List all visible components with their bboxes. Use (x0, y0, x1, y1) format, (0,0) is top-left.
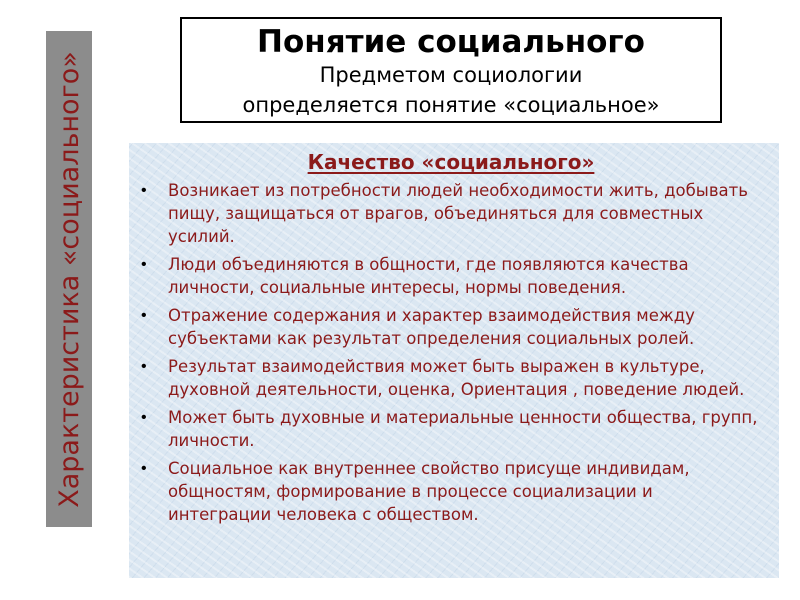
list-item-text: Отражение содержания и характер взаимодействия между субъектами как результат определения социальных ролей. (168, 306, 695, 348)
list-item (141, 355, 761, 401)
list-item-text: Возникает из потребности людей необходимости жить, добывать пищу, защищаться от врагов, объединяться для совместных усилий. (168, 181, 749, 246)
content-heading: Качество «социального» (307, 150, 595, 174)
sidebar-banner (46, 31, 92, 527)
list-item (141, 179, 761, 248)
bullet-icon: • (141, 358, 147, 375)
list-item (141, 253, 761, 299)
slide-title: Понятие социального (257, 24, 645, 60)
slide-subtitle-line-2: определяется понятие «социальное» (242, 93, 660, 117)
list-item (141, 304, 761, 350)
bullet-icon: • (141, 307, 147, 324)
sidebar-title: Характеристика «социального» (53, 50, 85, 508)
bullet-icon: • (141, 256, 147, 273)
list-item-text: Социальное как внутреннее свойство присуще индивидам, общностям, формирование в процессе социализации и интеграции человека с обществом. (168, 459, 690, 524)
list-item (141, 406, 761, 452)
list-item (141, 457, 761, 526)
list-item-text: Результат взаимодействия может быть выражен в культуре, духовной деятельности, оценка, Ориентация , поведение людей. (168, 357, 745, 399)
bullet-list (141, 179, 761, 526)
bullet-icon: • (141, 460, 147, 477)
content-panel (129, 143, 779, 578)
list-item-text: Люди объединяются в общности, где появляются качества личности, социальные интересы, нормы поведения. (168, 255, 689, 297)
bullet-icon: • (141, 182, 147, 199)
slide-subtitle-line-1: Предметом социологии (319, 63, 583, 87)
bullet-icon: • (141, 409, 147, 426)
list-item-text: Может быть духовные и материальные ценности общества, групп, личности. (168, 408, 758, 450)
title-box (180, 17, 722, 123)
